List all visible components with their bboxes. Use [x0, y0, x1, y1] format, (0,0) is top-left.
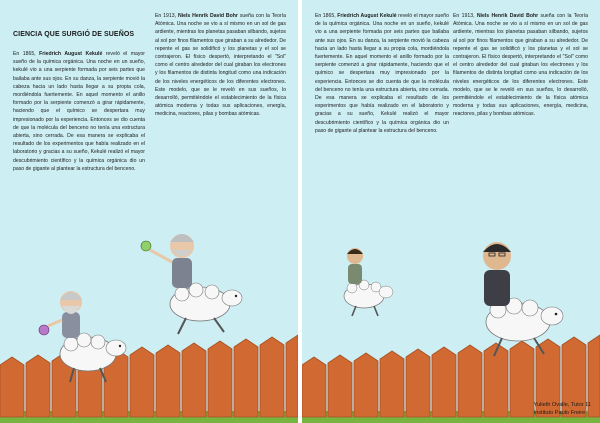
- kekule-column: [315, 12, 449, 135]
- credit-block: [534, 402, 591, 417]
- bohr-column: [453, 12, 588, 119]
- paragraph-lead: En 1913,: [453, 13, 477, 19]
- page-heading: CIENCIA QUE SURGIÓ DE SUEÑOS: [13, 31, 135, 38]
- bohr-on-sheep-illustration: [458, 236, 570, 366]
- kekule-on-sheep-illustration: [330, 244, 394, 320]
- paragraph-lead: En 1865,: [315, 13, 338, 19]
- scientist-name: Friedrich August Kekulé: [39, 51, 103, 57]
- kekule-on-sheep-illustration: [38, 282, 128, 392]
- credit-school: Instituto Paulo Freire: [533, 409, 586, 416]
- scientist-name: Friedrich August Kekulé: [337, 13, 397, 19]
- bohr-column: [155, 12, 286, 119]
- paragraph-lead: En 1865,: [13, 51, 40, 57]
- paragraph-text: reveló el mayor sueño de la química orgánica. Una noche en un sueño, kekulé vio a una serpiente formada por seis partes que bailaba ante sus ojos. En su danza, la serpiente movió la cabeza hacia un lado hasta llegar a su propia cola, mordiéndola fuertemente. En aquel momento el anillo formado por la serpiente comenzó a girar rápidamente, haciendo que el químico se despertara muy impresionado por la experiencia. Entonces se dio cuenta de que la molécula del benceno no tenía una estructura abierta, sino cerrada. De esa manera se explicaba el resultado de los experimentos que había realizado en el laboratorio y gracias a su sueño, Kekulé realizó el mayor descubrimiento científico y la química orgánica dio un paso de gigante al plantear la estructura del benceno.: [315, 13, 449, 134]
- right-page: [302, 0, 600, 423]
- credit-author: Yulieth Ovalle, Tutor 11: [533, 402, 591, 409]
- kekule-column: [13, 50, 145, 173]
- paragraph-text: sueña con la Teoría Atómica. Una noche se vio a sí mismo en un sol de gas ardiente, mientras los planetas pasaban silbando, sujetos al sol por finos filamentos que giraban a su alrededor. De repente el gas se solidificó y los planetas y el sol se contrajeron. El físico despertó, interpretando el "Sol" como el centro alrededor del cual giraban los electrones y los filamentos de distinta longitud como una indicación de los niveles energéticos de los diferentes electrones. Este modelo, que se le reveló en sus sueños, lo desarrolló, permitiéndole el establecimiento de la física atómica moderna y todas sus aplicaciones, energía, medicina, reactores, pilas y bombas atómicas.: [155, 13, 286, 118]
- left-page: [0, 0, 298, 423]
- bohr-on-sheep-illustration: [138, 228, 248, 348]
- scientist-name: Niels Henrik David Bohr: [476, 13, 539, 19]
- scientist-name: Niels Henrik David Bohr: [177, 13, 238, 19]
- paragraph-lead: En 1913,: [155, 13, 178, 19]
- paragraph-text: sueña con la Teoría Atómica. Una noche se vio a sí mismo en un sol de gas ardiente, mientras los planetas pasaban silbando, sujetos al sol por finos filamentos que giraban a su alrededor. De repente el gas se solidificó y los planetas y el sol se contrajeron. El físico despertó, interpretando el "Sol" como el centro alrededor del cual giraban los electrones y los filamentos de distinta longitud como una indicación de los niveles energéticos de los diferentes electrones. Este modelo, que se le reveló en sus sueños, lo desarrolló, permitiéndole el establecimiento de la física atómica moderna y todas sus aplicaciones, energía, medicina, reactores, pilas y bombas atómicas.: [453, 13, 589, 118]
- paragraph-text: reveló el mayor sueño de la química orgánica. Una noche en un sueño, kekulé vio a una serpiente formada por seis partes que bailaba ante sus ojos. En su danza, la serpiente movió la cabeza hacia un lado hasta llegar a su propia cola, mordiéndola fuertemente. En aquel momento el anillo formado por la serpiente comenzó a girar rápidamente, haciendo que el químico se despertara muy impresionado por la experiencia. Entonces se dio cuenta de que la molécula del benceno no tenía una estructura abierta, sino cerrada. De esa manera se explicaba el resultado de los experimentos que había realizado en el laboratorio y gracias a su sueño, Kekulé realizó el mayor descubrimiento científico y la química orgánica dio un paso de gigante al plantear la estructura del benceno.: [13, 51, 145, 172]
